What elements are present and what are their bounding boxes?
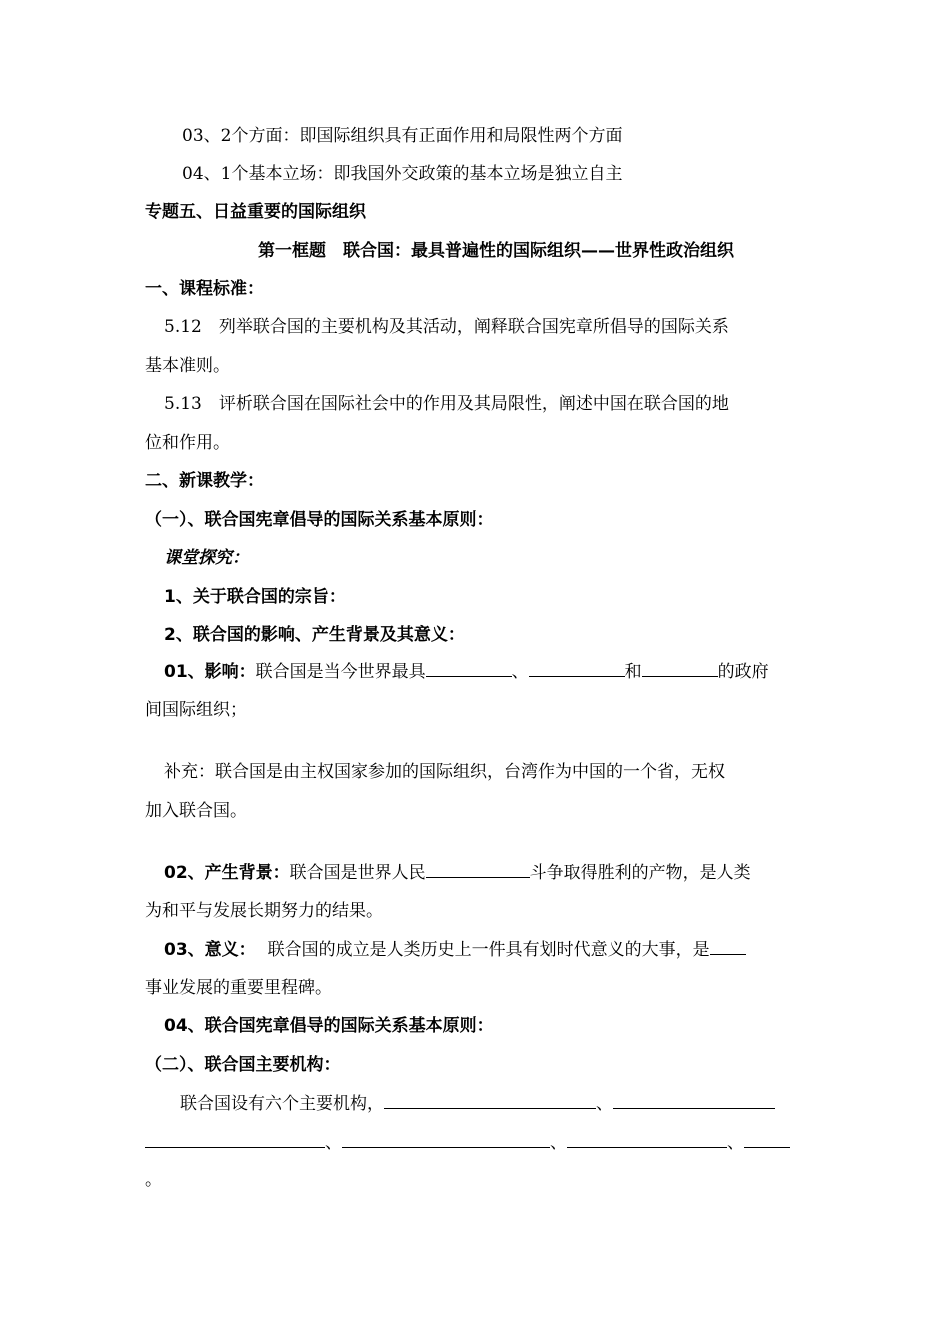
subsection-heading: （二）、联合国主要机构： — [145, 1055, 341, 1075]
item-label: 02、产生背景： — [164, 863, 290, 883]
text-line-with-blanks — [164, 860, 834, 885]
text-line: 间国际组织； — [145, 700, 247, 720]
fill-blank[interactable] — [710, 937, 746, 955]
item-label: 03、意义： — [164, 940, 256, 960]
fill-blank[interactable] — [426, 860, 530, 878]
section-heading: 专题五、日益重要的国际组织 — [145, 202, 366, 222]
item-heading: 2、联合国的影响、产生背景及其意义： — [164, 625, 465, 645]
text-line: 基本准则。 — [145, 356, 230, 376]
fill-blank[interactable] — [342, 1130, 550, 1148]
classroom-inquiry-label: 课堂探究： — [164, 548, 249, 568]
fill-blank[interactable] — [642, 659, 718, 677]
fill-blank[interactable] — [384, 1091, 596, 1109]
item-label: 01、影响： — [164, 662, 256, 682]
text-fragment: 、 — [596, 1094, 613, 1114]
text-line-with-blanks — [164, 937, 834, 962]
text-fragment: 、 — [511, 662, 529, 682]
text-fragment: 和 — [624, 662, 642, 682]
fill-blank[interactable] — [613, 1091, 775, 1109]
item-heading: 04、联合国宪章倡导的国际关系基本原则： — [164, 1016, 494, 1036]
section-heading: 一、课程标准： — [145, 279, 264, 299]
text-line: 03、2个方面：即国际组织具有正面作用和局限性两个方面 — [182, 126, 623, 146]
text-fragment: 、 — [727, 1133, 744, 1153]
item-heading: 1、关于联合国的宗旨： — [164, 587, 346, 607]
text-fragment: 联合国是当今世界最具 — [255, 662, 426, 682]
text-line-with-blanks — [164, 659, 834, 684]
fill-blank[interactable] — [744, 1130, 790, 1148]
fill-blank[interactable] — [426, 659, 512, 677]
text-fragment: 、 — [550, 1133, 567, 1153]
text-line: 04、1个基本立场：即我国外交政策的基本立场是独立自主 — [182, 164, 623, 184]
text-fragment: 联合国是世界人民 — [289, 863, 426, 883]
text-line: 事业发展的重要里程碑。 — [145, 978, 332, 998]
fill-blank[interactable] — [145, 1130, 325, 1148]
text-fragment: 的政府 — [717, 662, 769, 682]
fill-blank[interactable] — [567, 1130, 727, 1148]
text-line: 加入联合国。 — [145, 801, 247, 821]
text-line: 补充：联合国是由主权国家参加的国际组织，台湾作为中国的一个省，无权 — [164, 762, 725, 782]
text-line: 5.12 列举联合国的主要机构及其活动，阐释联合国宪章所倡导的国际关系 — [164, 317, 729, 337]
text-line: 。 — [145, 1170, 162, 1190]
text-fragment: 斗争取得胜利的产物，是人类 — [529, 863, 751, 883]
subsection-heading: （一）、联合国宪章倡导的国际关系基本原则： — [145, 510, 494, 530]
text-fragment: 联合国设有六个主要机构， — [180, 1094, 384, 1114]
text-fragment: 、 — [325, 1133, 342, 1153]
text-line: 5.13 评析联合国在国际社会中的作用及其局限性，阐述中国在联合国的地 — [164, 394, 729, 414]
section-heading: 二、新课教学： — [145, 471, 264, 491]
text-line: 位和作用。 — [145, 433, 230, 453]
fill-blank[interactable] — [529, 659, 625, 677]
lesson-title: 第一框题 联合国：最具普遍性的国际组织——世界性政治组织 — [258, 241, 734, 261]
text-line-with-blanks — [145, 1130, 815, 1155]
text-line: 为和平与发展长期努力的结果。 — [145, 901, 383, 921]
text-line-with-blanks — [180, 1091, 850, 1116]
text-fragment: 联合国的成立是人类历史上一件具有划时代意义的大事，是 — [267, 940, 710, 960]
